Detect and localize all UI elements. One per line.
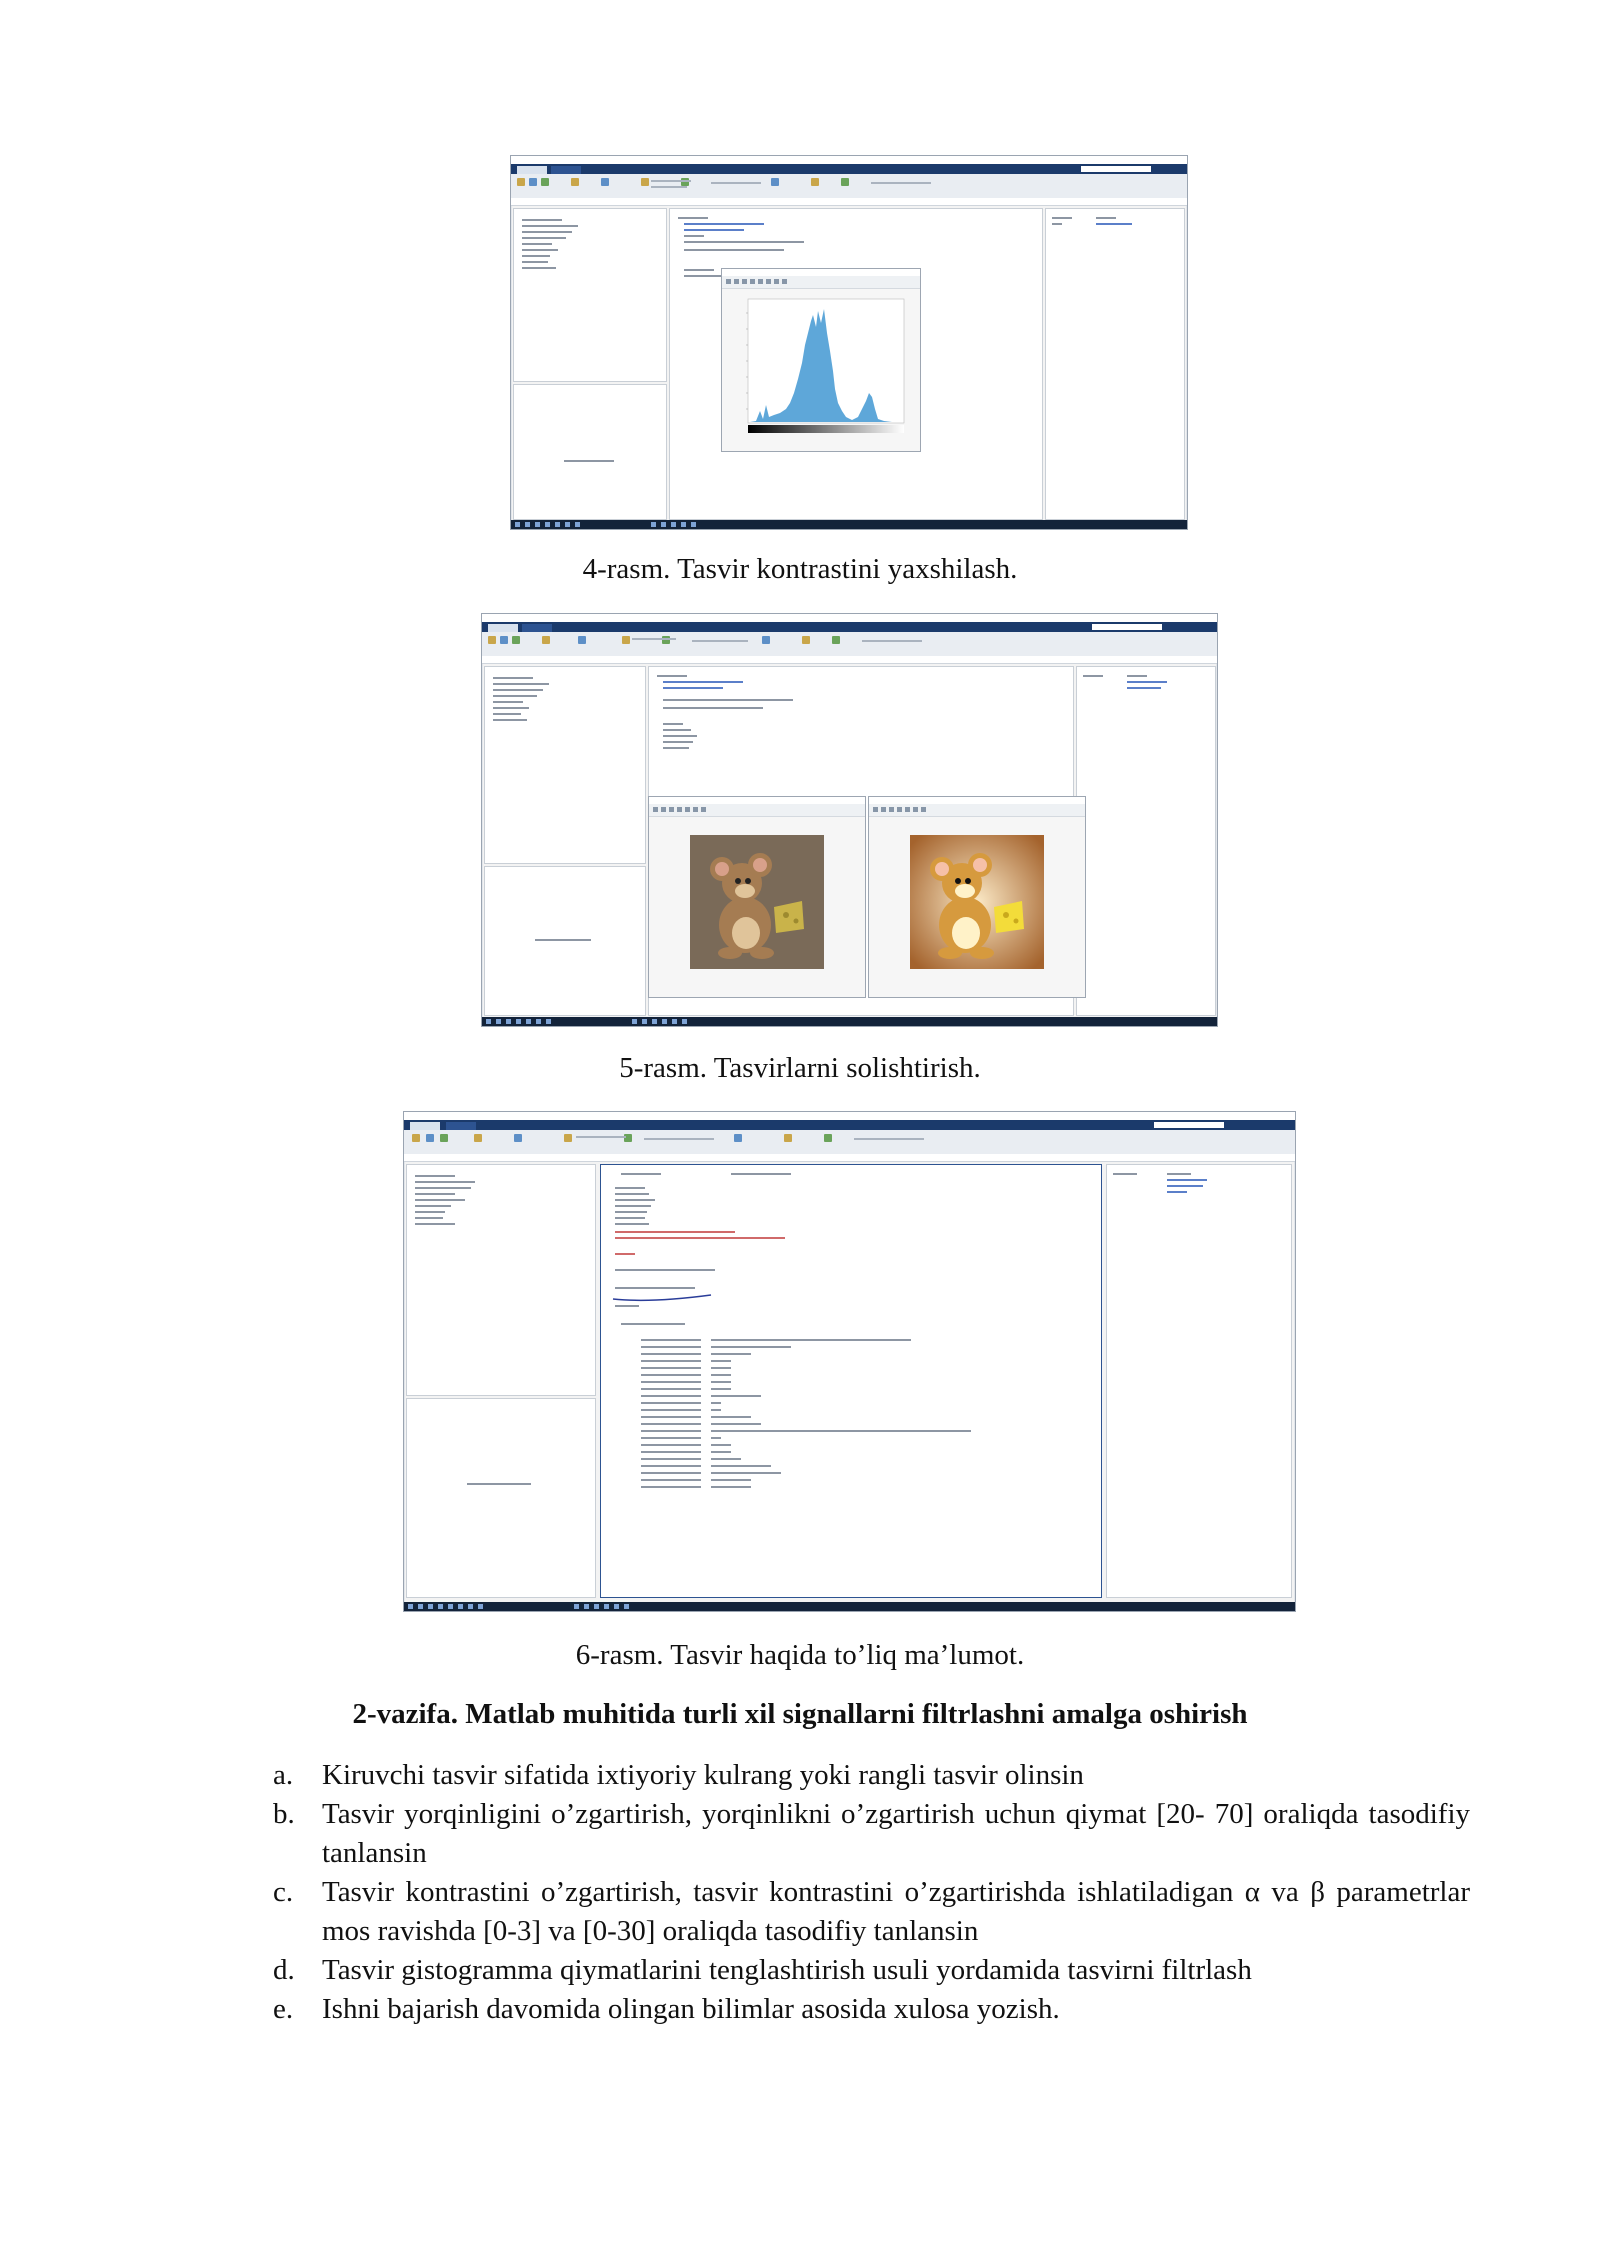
list-marker: a. bbox=[273, 1759, 294, 1791]
list-item bbox=[268, 1873, 1470, 1951]
list-marker: e. bbox=[273, 1993, 294, 2025]
list-item bbox=[268, 1795, 1470, 1873]
list-item-text: Tasvir kontrastini o’zgartirish, tasvir kontrastini o’zgartirishda ishlatiladigan α va β parametrlar mos ravishda [0-3] va [0-30] oraliqda tasodifiy tanlansin bbox=[322, 1876, 1470, 1947]
original-cartoon-image bbox=[690, 835, 824, 969]
figure-5-caption: 5-rasm. Tasvirlarni solishtirish. bbox=[619, 1052, 981, 1084]
list-marker: d. bbox=[273, 1954, 295, 1986]
list-marker: c. bbox=[273, 1876, 294, 1908]
list-item-text: Tasvir gistogramma qiymatlarini tenglashtirish usuli yordamida tasvirni filtrlash bbox=[322, 1954, 1252, 1986]
figure-6-screenshot bbox=[403, 1111, 1296, 1612]
figure-5-screenshot bbox=[481, 613, 1218, 1027]
section-heading: 2-vazifa. Matlab muhitida turli xil signallarni filtrlashni amalga oshirish bbox=[352, 1698, 1248, 1730]
figure-6-caption: 6-rasm. Tasvir haqida to’liq ma’lumot. bbox=[575, 1639, 1025, 1671]
list-item bbox=[268, 1756, 1470, 1795]
list-item-text: Tasvir yorqinligini o’zgartirish, yorqinlikni o’zgartirish uchun qiymat [20- 70] oraliqda tasodifiy tanlansin bbox=[322, 1798, 1470, 1869]
list-marker: b. bbox=[273, 1798, 295, 1830]
list-item bbox=[268, 1951, 1470, 1990]
list-item-text: Ishni bajarish davomida olingan bilimlar asosida xulosa yozish. bbox=[322, 1993, 1060, 2025]
histogram-plot bbox=[732, 293, 910, 443]
figure-4-screenshot bbox=[510, 155, 1188, 530]
enhanced-cartoon-image bbox=[910, 835, 1044, 969]
list-item-text: Kiruvchi tasvir sifatida ixtiyoriy kulrang yoki rangli tasvir olinsin bbox=[322, 1759, 1084, 1791]
figure-4-caption: 4-rasm. Tasvir kontrastini yaxshilash. bbox=[582, 553, 1018, 585]
list-item bbox=[268, 1990, 1470, 2029]
task-list bbox=[268, 1756, 1470, 2029]
